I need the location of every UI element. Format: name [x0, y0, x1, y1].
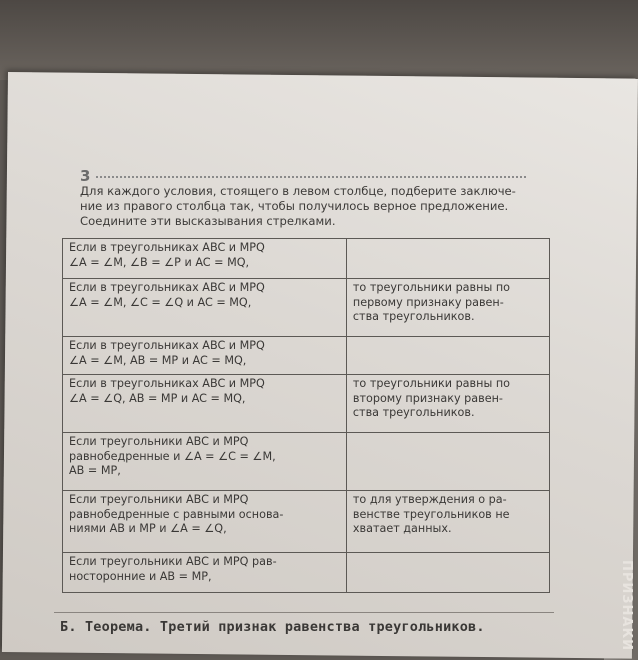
- task-dotted-line: [96, 176, 526, 178]
- condition-line: равнобедренные с равными основа-: [69, 507, 284, 521]
- conclusion-line: венстве треугольников не: [352, 507, 510, 521]
- condition-cell: [63, 337, 347, 375]
- matching-table: [62, 238, 550, 593]
- conclusion-line: второму признаку равен-: [352, 391, 503, 405]
- instruction-line: Соедините эти высказывания стрелками.: [80, 214, 336, 228]
- condition-line: Если в треугольниках ABC и MPQ: [69, 241, 265, 254]
- condition-cell: [63, 553, 347, 593]
- task-header: [80, 166, 550, 185]
- conclusion-line: то треугольники равны по: [352, 281, 510, 294]
- table-row: [63, 239, 550, 279]
- table-row: [63, 433, 550, 491]
- condition-line: ∠A = ∠Q, AB = MP и AC = MQ,: [69, 391, 246, 405]
- conclusion-cell-empty: [346, 553, 549, 593]
- conclusion-line: ства треугольников.: [352, 406, 475, 419]
- section-divider: [54, 612, 554, 613]
- condition-line: равнобедренные и ∠A = ∠C = ∠M,: [69, 449, 276, 463]
- condition-cell: [63, 279, 347, 337]
- conclusion-line: хватает данных.: [352, 522, 452, 535]
- conclusion-cell-empty: [346, 337, 549, 375]
- conclusion-cell: [346, 491, 549, 553]
- section-title: Б. Теорема. Третий признак равенства треугольников.: [60, 619, 485, 635]
- conclusion-line: первому признаку равен-: [352, 295, 504, 309]
- condition-cell: [63, 433, 347, 491]
- side-tab-label: ПРИЗНАКИ: [619, 560, 634, 651]
- condition-line: Если в треугольниках ABC и MPQ: [69, 377, 265, 390]
- conclusion-cell-empty: [346, 433, 549, 491]
- instruction-line: Для каждого условия, стоящего в левом столбце, подберите заключе-: [80, 184, 516, 198]
- condition-line: Если треугольники ABC и MPQ рав-: [69, 555, 277, 568]
- table-row: [63, 337, 550, 375]
- table-row: [63, 553, 550, 593]
- conclusion-cell-empty: [346, 239, 549, 279]
- condition-cell: [63, 239, 347, 279]
- condition-line: Если треугольники ABC и MPQ: [69, 493, 249, 506]
- condition-line: Если треугольники ABC и MPQ: [69, 435, 249, 448]
- condition-line: AB = MP,: [69, 464, 121, 477]
- condition-line: ∠A = ∠M, ∠B = ∠P и AC = MQ,: [69, 255, 250, 269]
- conclusion-line: ства треугольников.: [352, 310, 475, 323]
- conclusion-cell: [346, 279, 549, 337]
- background-dark: [0, 0, 638, 80]
- conclusion-line: то треугольники равны по: [352, 377, 510, 390]
- table-row: [63, 279, 550, 337]
- condition-line: Если в треугольниках ABC и MPQ: [69, 339, 265, 352]
- table-row: [63, 491, 550, 553]
- task-number: 3: [80, 167, 91, 185]
- condition-cell: [63, 491, 347, 553]
- conclusion-cell: [346, 375, 549, 433]
- condition-line: ∠A = ∠M, ∠C = ∠Q и AC = MQ,: [69, 295, 252, 309]
- table-row: [63, 375, 550, 433]
- condition-line: ниями AB и MP и ∠A = ∠Q,: [69, 522, 227, 535]
- condition-line: носторонние и AB = MP,: [69, 569, 212, 583]
- instruction-line: ние из правого столбца так, чтобы получилось верное предложение.: [80, 199, 509, 213]
- condition-line: ∠A = ∠M, AB = MP и AC = MQ,: [69, 353, 247, 367]
- conclusion-line: то для утверждения о ра-: [352, 493, 507, 506]
- condition-line: Если в треугольниках ABC и MPQ: [69, 281, 265, 294]
- condition-cell: [63, 375, 347, 433]
- task-instruction: [80, 184, 550, 229]
